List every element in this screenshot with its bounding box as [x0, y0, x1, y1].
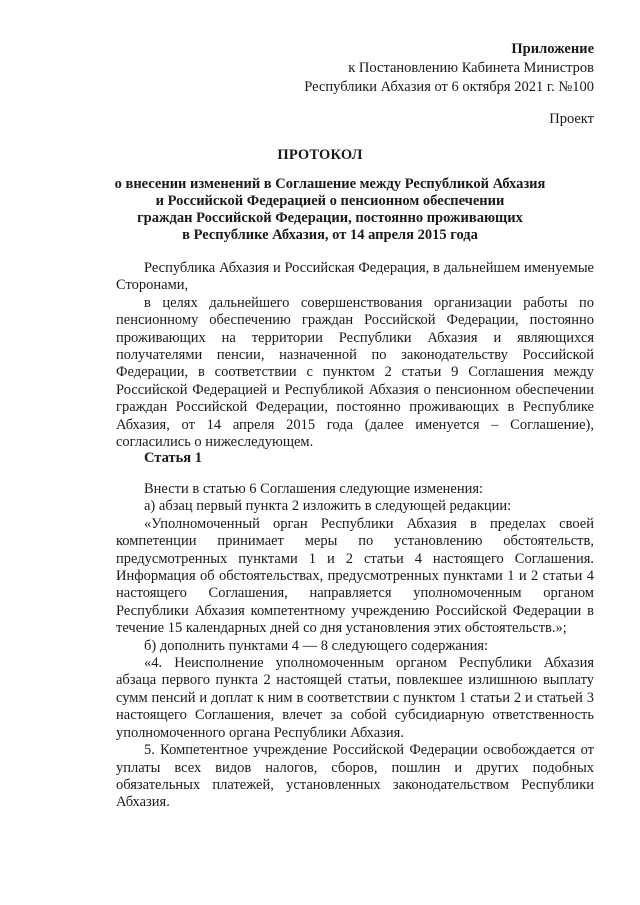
article-paragraph: 5. Компетентное учреждение Российской Федерации освобождается от уплаты всех видов налогов, сборов, пошлин и других подобных обязательных платежей, установленных законодательством Республики Абхазия.: [116, 742, 594, 811]
subtitle-line: и Российской Федерацией о пенсионном обеспечении: [155, 193, 505, 209]
subtitle-line: в Республике Абхазия, от 14 апреля 2015 года: [182, 227, 478, 243]
subtitle-line: граждан Российской Федерации, постоянно проживающих: [137, 210, 523, 226]
intro-paragraph: Республика Абхазия и Российская Федерация, в дальнейшем именуемые Сторонами,: [116, 260, 594, 294]
document-title: ПРОТОКОЛ: [277, 147, 363, 163]
document-subtitle: [110, 176, 550, 244]
appendix-line-2: Республики Абхазия от 6 октября 2021 г. №100: [304, 79, 594, 95]
appendix-title: Приложение: [511, 41, 594, 57]
article-1-heading: Статья 1: [144, 450, 202, 466]
subtitle-line: о внесении изменений в Соглашение между Республикой Абхазия: [114, 176, 546, 192]
article-paragraph: Внести в статью 6 Соглашения следующие изменения:: [144, 481, 484, 497]
draft-label: Проект: [549, 111, 594, 127]
intro-section: [116, 260, 594, 451]
appendix-block: [304, 40, 594, 97]
intro-paragraph: в целях дальнейшего совершенствования организации работы по пенсионному обеспечению граждан Российской Федерации, постоянно проживающих на территории Республики Абхазия и являющихся получателями пенсии, назначенной по законодательству Российской Федерации, в соответствии с пунктом 2 статьи 9 Соглашения между Российской Федерацией и Республикой Абхазия о пенсионном обеспечении граждан Российской Федерации, постоянно проживающих в Республике Абхазия, от 14 апреля 2015 года (далее именуется – Соглашение), согласились о нижеследующем.: [116, 294, 594, 451]
article-paragraph: «4. Неисполнение уполномоченным органом Республики Абхазия абзаца первого пункта 2 настоящей статьи, повлекшее излишнюю выплату сумм пенсий и доплат к ним в соответствии с пунктом 1 статьи 2 и статьей 3 настоящего Соглашения, влечет за собой субсидиарную ответственность уполномоченного органа Республики Абхазия.: [116, 655, 594, 741]
appendix-line-1: к Постановлению Кабинета Министров: [348, 60, 594, 76]
article-paragraph: «Уполномоченный орган Республики Абхазия в пределах своей компетенции принимает меры по установлению обстоятельств, предусмотренных пунктами 1 и 2 статьи 4 настоящего Соглашения. Информация об обстоятельствах, предусмотренных пунктами 1 и 2 статьи 4 настоящего Соглашения, направляется уполномоченным органом Республики Абхазия компетентному учреждению Российской Федерации в течение 15 календарных дней со дня установления этих обстоятельств.»;: [116, 515, 594, 637]
article-paragraph: а) абзац первый пункта 2 изложить в следующей редакции:: [144, 498, 512, 515]
article-paragraph: б) дополнить пунктами 4 — 8 следующего содержания:: [144, 637, 489, 654]
article-1-body: [116, 481, 594, 812]
